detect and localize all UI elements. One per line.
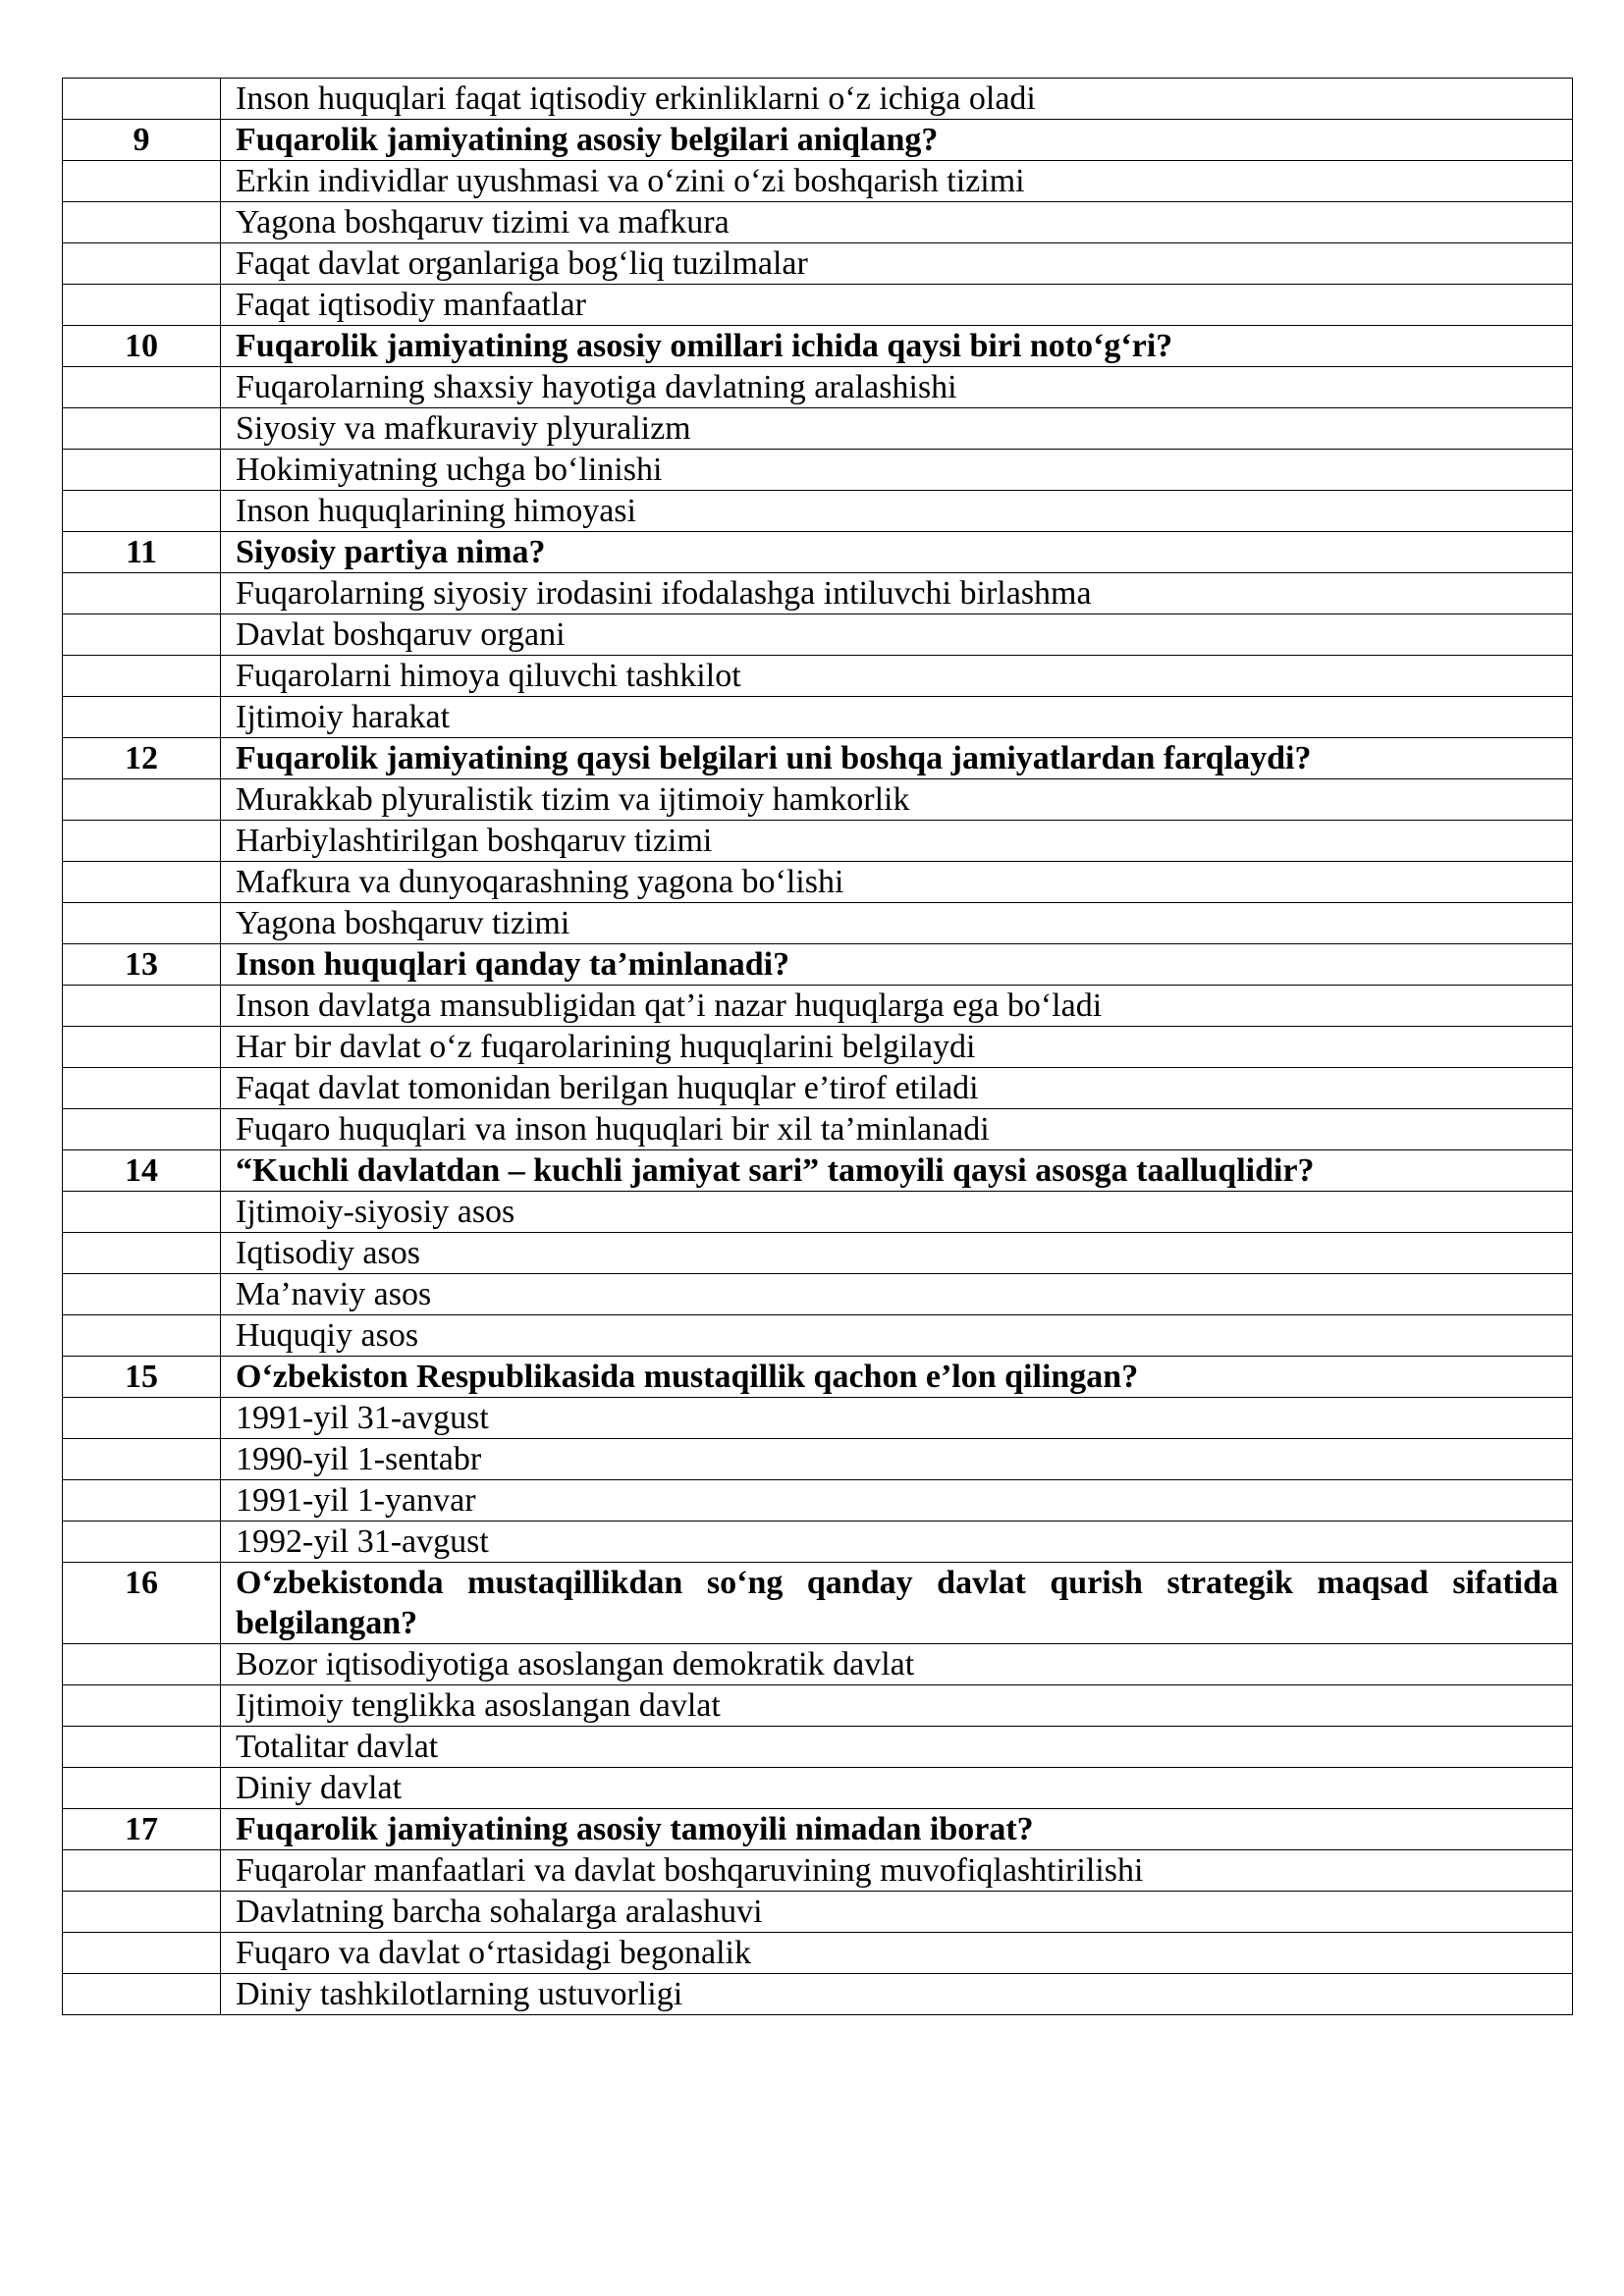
question-row: [63, 120, 1573, 161]
answer-option-row: [63, 614, 1573, 656]
answer-option-row: [63, 1933, 1573, 1974]
answer-option-row: [63, 161, 1573, 202]
option-number-cell: [63, 1522, 221, 1563]
question-text: O‘zbekistonda mustaqillikdan so‘ng qanday davlat qurish strategik maqsad sifatida belgilangan?: [221, 1563, 1573, 1644]
answer-option-row: [63, 1522, 1573, 1563]
option-number-cell: [63, 573, 221, 614]
question-text: Siyosiy partiya nima?: [221, 532, 1573, 573]
option-number-cell: [63, 491, 221, 532]
option-text: Hokimiyatning uchga bo‘linishi: [221, 450, 1573, 491]
question-row: [63, 1150, 1573, 1192]
option-text: Faqat iqtisodiy manfaatlar: [221, 285, 1573, 326]
option-text: 1991-yil 1-yanvar: [221, 1480, 1573, 1522]
option-text: Murakkab plyuralistik tizim va ijtimoiy hamkorlik: [221, 779, 1573, 821]
option-text: Yagona boshqaruv tizimi va mafkura: [221, 202, 1573, 243]
option-number-cell: [63, 862, 221, 903]
option-text: Ijtimoiy tenglikka asoslangan davlat: [221, 1685, 1573, 1727]
continuation-option-row: [63, 79, 1573, 120]
option-text: Ijtimoiy-siyosiy asos: [221, 1192, 1573, 1233]
option-number-cell: [63, 1974, 221, 2015]
answer-option-row: [63, 1274, 1573, 1315]
option-number-cell: [63, 1274, 221, 1315]
option-number-cell: [63, 614, 221, 656]
question-text: Fuqarolik jamiyatining qaysi belgilari uni boshqa jamiyatlardan farqlaydi?: [221, 738, 1573, 779]
option-text: Fuqarolarning shaxsiy hayotiga davlatning aralashishi: [221, 367, 1573, 408]
option-number-cell: [63, 1727, 221, 1768]
answer-option-row: [63, 1685, 1573, 1727]
option-text: Harbiylashtirilgan boshqaruv tizimi: [221, 821, 1573, 862]
option-number-cell: [63, 1850, 221, 1892]
answer-option-row: [63, 1892, 1573, 1933]
option-text: Fuqarolarning siyosiy irodasini ifodalashga intiluvchi birlashma: [221, 573, 1573, 614]
option-text: Inson huquqlari faqat iqtisodiy erkinliklarni o‘z ichiga oladi: [221, 79, 1573, 120]
option-text: Mafkura va dunyoqarashning yagona bo‘lishi: [221, 862, 1573, 903]
option-text: 1991-yil 31-avgust: [221, 1398, 1573, 1439]
option-text: Davlatning barcha sohalarga aralashuvi: [221, 1892, 1573, 1933]
answer-option-row: [63, 408, 1573, 450]
question-text: Fuqarolik jamiyatining asosiy tamoyili nimadan iborat?: [221, 1809, 1573, 1850]
test-questions-table: [62, 78, 1573, 2015]
answer-option-row: [63, 1644, 1573, 1685]
question-text: O‘zbekiston Respublikasida mustaqillik qachon e’lon qilingan?: [221, 1357, 1573, 1398]
answer-option-row: [63, 903, 1573, 944]
option-text: Inson huquqlarining himoyasi: [221, 491, 1573, 532]
answer-option-row: [63, 1233, 1573, 1274]
answer-option-row: [63, 573, 1573, 614]
option-number-cell: [63, 408, 221, 450]
answer-option-row: [63, 1068, 1573, 1109]
option-number-cell: [63, 1027, 221, 1068]
test-questions-table-body: [63, 79, 1573, 2015]
question-text: “Kuchli davlatdan – kuchli jamiyat sari” tamoyili qaysi asosga taalluqlidir?: [221, 1150, 1573, 1192]
answer-option-row: [63, 779, 1573, 821]
option-text: Diniy davlat: [221, 1768, 1573, 1809]
answer-option-row: [63, 697, 1573, 738]
option-number-cell: [63, 367, 221, 408]
question-number: 11: [63, 532, 221, 573]
option-number-cell: [63, 986, 221, 1027]
answer-option-row: [63, 367, 1573, 408]
option-text: Faqat davlat tomonidan berilgan huquqlar e’tirof etiladi: [221, 1068, 1573, 1109]
option-number-cell: [63, 1480, 221, 1522]
answer-option-row: [63, 1109, 1573, 1150]
option-number-cell: [63, 1109, 221, 1150]
question-row: [63, 1357, 1573, 1398]
option-number-cell: [63, 79, 221, 120]
option-number-cell: [63, 779, 221, 821]
option-number-cell: [63, 903, 221, 944]
option-number-cell: [63, 1768, 221, 1809]
answer-option-row: [63, 450, 1573, 491]
question-text: Inson huquqlari qanday ta’minlanadi?: [221, 944, 1573, 986]
answer-option-row: [63, 1315, 1573, 1357]
option-number-cell: [63, 1644, 221, 1685]
option-text: Erkin individlar uyushmasi va o‘zini o‘zi boshqarish tizimi: [221, 161, 1573, 202]
option-number-cell: [63, 1192, 221, 1233]
answer-option-row: [63, 986, 1573, 1027]
option-text: Har bir davlat o‘z fuqarolarining huquqlarini belgilaydi: [221, 1027, 1573, 1068]
answer-option-row: [63, 1398, 1573, 1439]
option-number-cell: [63, 1398, 221, 1439]
question-number: 13: [63, 944, 221, 986]
option-text: Fuqaro huquqlari va inson huquqlari bir xil ta’minlanadi: [221, 1109, 1573, 1150]
option-number-cell: [63, 697, 221, 738]
answer-option-row: [63, 1480, 1573, 1522]
option-text: Ijtimoiy harakat: [221, 697, 1573, 738]
question-row: [63, 326, 1573, 367]
answer-option-row: [63, 243, 1573, 285]
option-number-cell: [63, 202, 221, 243]
answer-option-row: [63, 285, 1573, 326]
answer-option-row: [63, 202, 1573, 243]
answer-option-row: [63, 821, 1573, 862]
question-text: Fuqarolik jamiyatining asosiy belgilari aniqlang?: [221, 120, 1573, 161]
option-text: Huquqiy asos: [221, 1315, 1573, 1357]
option-text: Faqat davlat organlariga bog‘liq tuzilmalar: [221, 243, 1573, 285]
answer-option-row: [63, 1439, 1573, 1480]
answer-option-row: [63, 862, 1573, 903]
option-number-cell: [63, 656, 221, 697]
question-number: 16: [63, 1563, 221, 1644]
option-number-cell: [63, 1892, 221, 1933]
question-number: 17: [63, 1809, 221, 1850]
answer-option-row: [63, 1768, 1573, 1809]
question-row: [63, 1809, 1573, 1850]
option-text: Davlat boshqaruv organi: [221, 614, 1573, 656]
option-number-cell: [63, 1068, 221, 1109]
option-text: Siyosiy va mafkuraviy plyuralizm: [221, 408, 1573, 450]
question-number: 15: [63, 1357, 221, 1398]
option-number-cell: [63, 1233, 221, 1274]
option-number-cell: [63, 1685, 221, 1727]
option-number-cell: [63, 161, 221, 202]
question-row: [63, 944, 1573, 986]
option-number-cell: [63, 450, 221, 491]
option-text: Iqtisodiy asos: [221, 1233, 1573, 1274]
option-number-cell: [63, 1439, 221, 1480]
answer-option-row: [63, 1192, 1573, 1233]
option-number-cell: [63, 821, 221, 862]
question-number: 10: [63, 326, 221, 367]
answer-option-row: [63, 1850, 1573, 1892]
option-text: Fuqaro va davlat o‘rtasidagi begonalik: [221, 1933, 1573, 1974]
question-text: Fuqarolik jamiyatining asosiy omillari ichida qaysi biri noto‘g‘ri?: [221, 326, 1573, 367]
option-text: 1992-yil 31-avgust: [221, 1522, 1573, 1563]
question-row: [63, 738, 1573, 779]
option-text: Yagona boshqaruv tizimi: [221, 903, 1573, 944]
option-number-cell: [63, 285, 221, 326]
option-text: Totalitar davlat: [221, 1727, 1573, 1768]
option-text: Fuqarolarni himoya qiluvchi tashkilot: [221, 656, 1573, 697]
option-number-cell: [63, 1315, 221, 1357]
answer-option-row: [63, 656, 1573, 697]
question-row: [63, 532, 1573, 573]
answer-option-row: [63, 491, 1573, 532]
option-text: Ma’naviy asos: [221, 1274, 1573, 1315]
answer-option-row: [63, 1027, 1573, 1068]
option-text: Inson davlatga mansubligidan qat’i nazar huquqlarga ega bo‘ladi: [221, 986, 1573, 1027]
option-text: Diniy tashkilotlarning ustuvorligi: [221, 1974, 1573, 2015]
question-number: 14: [63, 1150, 221, 1192]
question-row: [63, 1563, 1573, 1644]
option-number-cell: [63, 243, 221, 285]
option-text: Bozor iqtisodiyotiga asoslangan demokratik davlat: [221, 1644, 1573, 1685]
question-number: 9: [63, 120, 221, 161]
option-number-cell: [63, 1933, 221, 1974]
answer-option-row: [63, 1974, 1573, 2015]
option-text: 1990-yil 1-sentabr: [221, 1439, 1573, 1480]
option-text: Fuqarolar manfaatlari va davlat boshqaruvining muvofiqlashtirilishi: [221, 1850, 1573, 1892]
answer-option-row: [63, 1727, 1573, 1768]
question-number: 12: [63, 738, 221, 779]
